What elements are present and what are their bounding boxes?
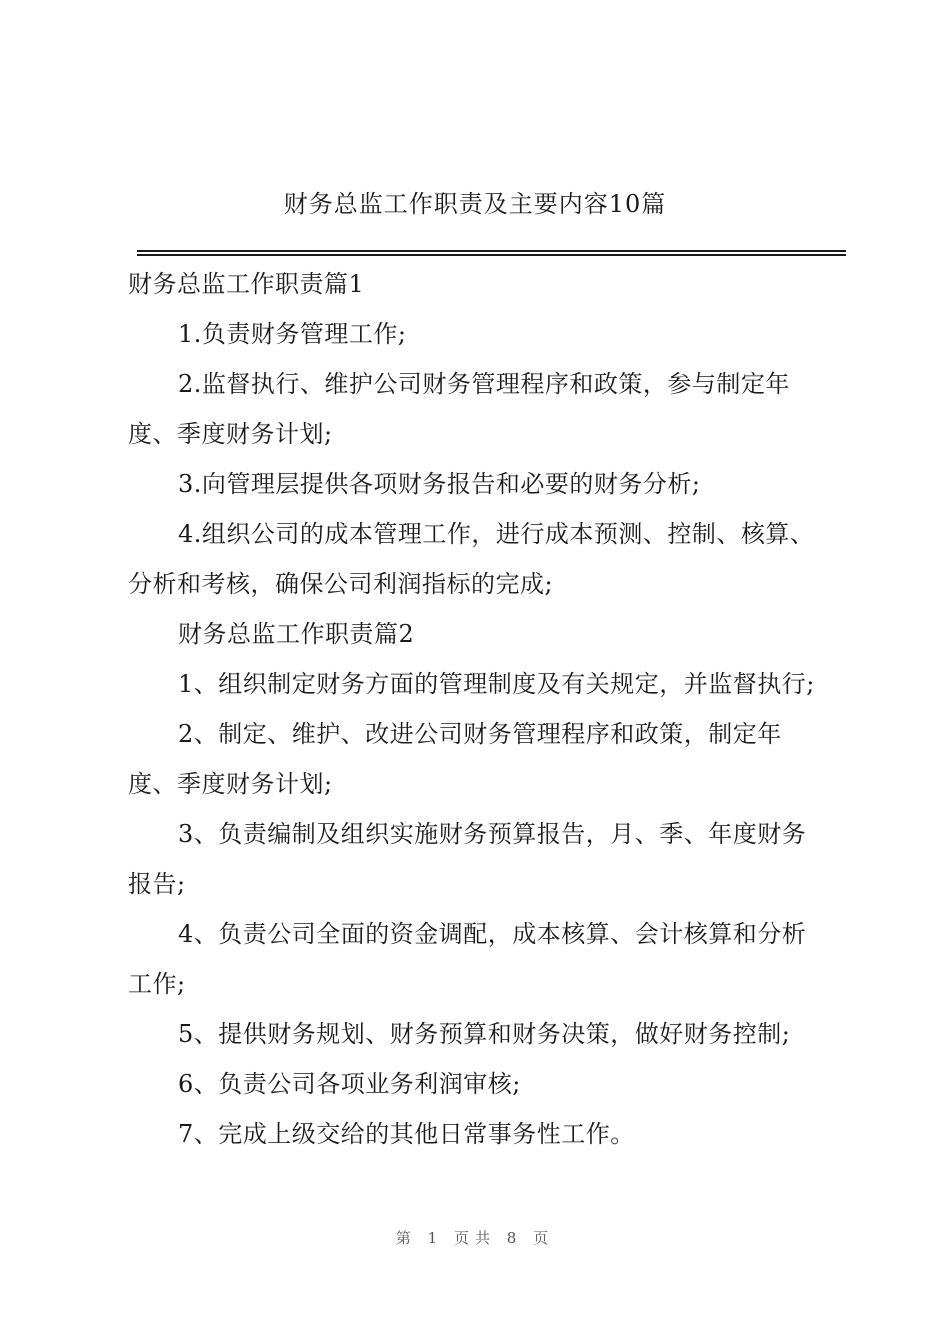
paragraph-line: 4.组织公司的成本管理工作，进行成本预测、控制、核算、 [178,520,815,548]
paragraph-line: 1.负责财务管理工作; [178,320,407,348]
paragraph-line: 3、负责编制及组织实施财务预算报告，月、季、年度财务 [178,820,807,848]
paragraph-line: 4、负责公司全面的资金调配，成本核算、会计核算和分析 [178,920,807,948]
paragraph-line: 7、完成上级交给的其他日常事务性工作。 [178,1120,635,1148]
title-double-rule [137,250,846,256]
section-heading-2: 财务总监工作职责篇2 [178,620,415,648]
paragraph-line: 报告; [128,870,186,898]
paragraph-line: 3.向管理层提供各项财务报告和必要的财务分析; [178,470,701,498]
paragraph-line: 2、制定、维护、改进公司财务管理程序和政策，制定年 [178,720,782,748]
paragraph-line: 5、提供财务规划、财务预算和财务决策，做好财务控制; [178,1020,791,1048]
paragraph-line: 度、季度财务计划; [128,770,333,798]
paragraph-line: 6、负责公司各项业务利润审核; [178,1070,521,1098]
page-footer: 第 1 页共 8 页 [395,1229,555,1247]
paragraph-line: 度、季度财务计划; [128,420,333,448]
paragraph-line: 工作; [128,970,186,998]
paragraph-line: 分析和考核，确保公司利润指标的完成; [128,570,554,598]
page-title: 财务总监工作职责及主要内容10篇 [283,190,667,218]
paragraph-line: 2.监督执行、维护公司财务管理程序和政策，参与制定年 [178,370,790,398]
section-heading-1: 财务总监工作职责篇1 [128,270,365,298]
paragraph-line: 1、组织制定财务方面的管理制度及有关规定，并监督执行; [178,670,815,698]
